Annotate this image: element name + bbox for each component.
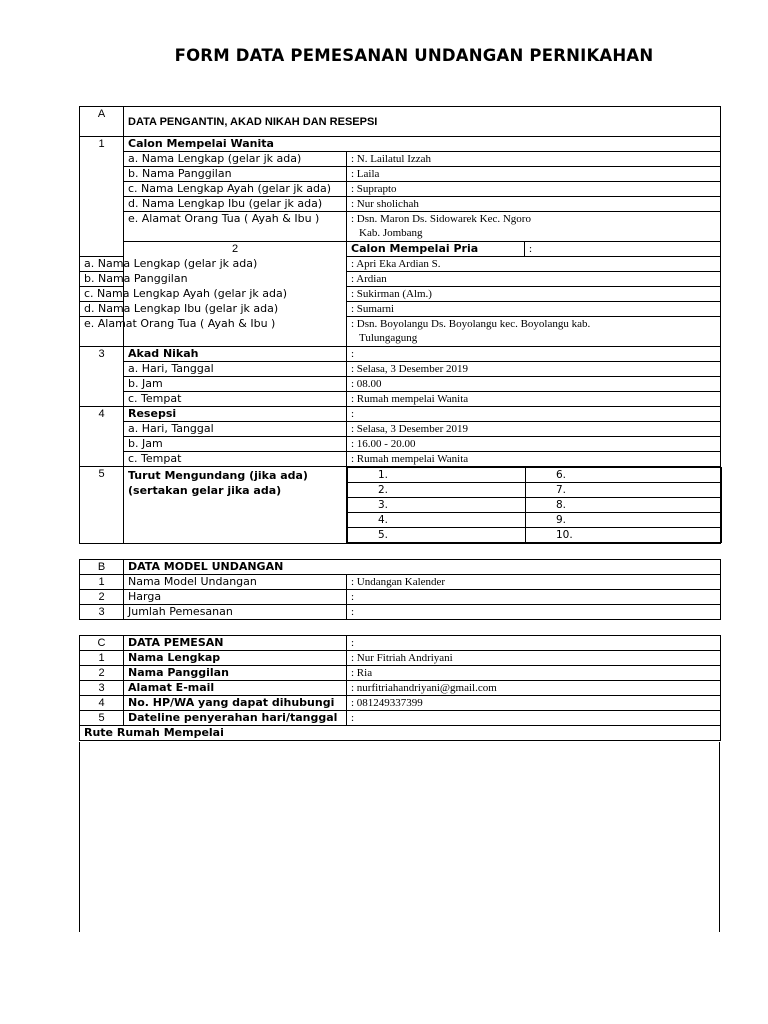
wanita-nama-ibu-label: d. Nama Lengkap Ibu (gelar jk ada) bbox=[124, 197, 347, 212]
turut-title: Turut Mengundang (jika ada) bbox=[128, 469, 308, 482]
resepsi-tempat-value[interactable]: : Rumah mempelai Wanita bbox=[347, 452, 721, 467]
pria-title: Calon Mempelai Pria bbox=[347, 242, 525, 257]
resepsi-jam-label: b. Jam bbox=[124, 437, 347, 452]
turut-item[interactable]: 7. bbox=[526, 483, 722, 498]
turut-item[interactable]: 10. bbox=[526, 528, 722, 543]
pria-nama-ayah-value[interactable]: : Sukirman (Alm.) bbox=[347, 287, 721, 302]
harga-value[interactable]: : bbox=[347, 590, 721, 605]
resepsi-jam-value[interactable]: : 16.00 - 20.00 bbox=[347, 437, 721, 452]
turut-number: 5 bbox=[80, 467, 124, 544]
wanita-nama-lengkap-label: a. Nama Lengkap (gelar jk ada) bbox=[124, 152, 347, 167]
pria-title-value: : bbox=[525, 242, 721, 257]
wanita-nama-ibu-value[interactable]: : Nur sholichah bbox=[347, 197, 721, 212]
pemesan-nama-value[interactable]: : Nur Fitriah Andriyani bbox=[347, 651, 721, 666]
model-label: Nama Model Undangan bbox=[124, 575, 347, 590]
pemesan-panggilan-value[interactable]: : Ria bbox=[347, 666, 721, 681]
pemesan-nama-label: Nama Lengkap bbox=[124, 651, 347, 666]
akad-number: 3 bbox=[80, 347, 124, 407]
pria-alamat-label: e. Alamat Orang Tua ( Ayah & Ibu ) bbox=[80, 317, 124, 347]
wanita-title: Calon Mempelai Wanita bbox=[124, 137, 721, 152]
pria-nama-panggilan-label: b. Nama Panggilan bbox=[80, 272, 124, 287]
pria-nama-ayah-label: c. Nama Lengkap Ayah (gelar jk ada) bbox=[80, 287, 124, 302]
wanita-nama-ayah-value[interactable]: : Suprapto bbox=[347, 182, 721, 197]
pria-nama-ibu-label: d. Nama Lengkap Ibu (gelar jk ada) bbox=[80, 302, 124, 317]
section-c-table bbox=[79, 635, 721, 741]
pria-nama-lengkap-label: a. Nama Lengkap (gelar jk ada) bbox=[80, 257, 124, 272]
jumlah-label: Jumlah Pemesanan bbox=[124, 605, 347, 620]
wanita-alamat-line2: Kab. Jombang bbox=[359, 227, 423, 239]
akad-jam-value[interactable]: : 08.00 bbox=[347, 377, 721, 392]
pemesan-hp-value[interactable]: : 081249337399 bbox=[347, 696, 721, 711]
pemesan-email-number: 3 bbox=[80, 681, 124, 696]
turut-item[interactable]: 1. bbox=[348, 468, 526, 483]
model-value[interactable]: : Undangan Kalender bbox=[347, 575, 721, 590]
turut-list-cell bbox=[347, 467, 721, 544]
pemesan-hp-label: No. HP/WA yang dapat dihubungi bbox=[124, 696, 347, 711]
section-c-heading: DATA PEMESAN bbox=[124, 636, 347, 651]
resepsi-hari-value[interactable]: : Selasa, 3 Desember 2019 bbox=[347, 422, 721, 437]
section-b-table bbox=[79, 559, 721, 620]
section-b-heading: DATA MODEL UNDANGAN bbox=[124, 560, 721, 575]
pemesan-panggilan-number: 2 bbox=[80, 666, 124, 681]
turut-item[interactable]: 3. bbox=[348, 498, 526, 513]
pemesan-nama-number: 1 bbox=[80, 651, 124, 666]
section-b-code: B bbox=[80, 560, 124, 575]
wanita-number: 1 bbox=[80, 137, 124, 257]
form-title: FORM DATA PEMESANAN UNDANGAN PERNIKAHAN bbox=[174, 46, 654, 65]
resepsi-title-value: : bbox=[347, 407, 721, 422]
turut-item[interactable]: 4. bbox=[348, 513, 526, 528]
akad-tempat-value[interactable]: : Rumah mempelai Wanita bbox=[347, 392, 721, 407]
section-c-code: C bbox=[80, 636, 124, 651]
turut-item[interactable]: 2. bbox=[348, 483, 526, 498]
pemesan-panggilan-label: Nama Panggilan bbox=[124, 666, 347, 681]
resepsi-number: 4 bbox=[80, 407, 124, 467]
wanita-alamat-line1: : Dsn. Maron Ds. Sidowarek Kec. Ngoro bbox=[351, 213, 531, 225]
wanita-nama-panggilan-value[interactable]: : Laila bbox=[347, 167, 721, 182]
pria-alamat-line1: : Dsn. Boyolangu Ds. Boyolangu kec. Boyolangu kab. bbox=[351, 318, 591, 330]
pemesan-dateline-value[interactable]: : bbox=[347, 711, 721, 726]
section-a-code: A bbox=[80, 107, 124, 137]
section-c-heading-value: : bbox=[347, 636, 721, 651]
pria-alamat-value[interactable] bbox=[347, 317, 721, 347]
pemesan-hp-number: 4 bbox=[80, 696, 124, 711]
section-a-table bbox=[79, 106, 721, 544]
jumlah-value[interactable]: : bbox=[347, 605, 721, 620]
turut-item[interactable]: 9. bbox=[526, 513, 722, 528]
turut-item[interactable]: 6. bbox=[526, 468, 722, 483]
akad-title: Akad Nikah bbox=[124, 347, 347, 362]
model-number: 1 bbox=[80, 575, 124, 590]
harga-number: 2 bbox=[80, 590, 124, 605]
pria-nama-ibu-value[interactable]: : Sumarni bbox=[347, 302, 721, 317]
turut-title-cell bbox=[124, 467, 347, 544]
akad-jam-label: b. Jam bbox=[124, 377, 347, 392]
route-label: Rute Rumah Mempelai bbox=[80, 726, 721, 741]
section-a-heading: DATA PENGANTIN, AKAD NIKAH DAN RESEPSI bbox=[124, 107, 721, 137]
pemesan-dateline-number: 5 bbox=[80, 711, 124, 726]
resepsi-tempat-label: c. Tempat bbox=[124, 452, 347, 467]
wanita-nama-ayah-label: c. Nama Lengkap Ayah (gelar jk ada) bbox=[124, 182, 347, 197]
harga-label: Harga bbox=[124, 590, 347, 605]
route-area[interactable] bbox=[79, 742, 720, 932]
akad-hari-value[interactable]: : Selasa, 3 Desember 2019 bbox=[347, 362, 721, 377]
turut-item[interactable]: 5. bbox=[348, 528, 526, 543]
wanita-nama-lengkap-value[interactable]: : N. Lailatul Izzah bbox=[347, 152, 721, 167]
pemesan-email-label: Alamat E-mail bbox=[124, 681, 347, 696]
wanita-alamat-value[interactable] bbox=[347, 212, 721, 242]
turut-item[interactable]: 8. bbox=[526, 498, 722, 513]
akad-tempat-label: c. Tempat bbox=[124, 392, 347, 407]
wanita-nama-panggilan-label: b. Nama Panggilan bbox=[124, 167, 347, 182]
wanita-alamat-label: e. Alamat Orang Tua ( Ayah & Ibu ) bbox=[124, 212, 347, 242]
pemesan-dateline-label: Dateline penyerahan hari/tanggal bbox=[124, 711, 347, 726]
pria-nama-panggilan-value[interactable]: : Ardian bbox=[347, 272, 721, 287]
pria-number: 2 bbox=[124, 242, 347, 347]
jumlah-number: 3 bbox=[80, 605, 124, 620]
pemesan-email-value[interactable]: : nurfitriahandriyani@gmail.com bbox=[347, 681, 721, 696]
akad-hari-label: a. Hari, Tanggal bbox=[124, 362, 347, 377]
pria-nama-lengkap-value[interactable]: : Apri Eka Ardian S. bbox=[347, 257, 721, 272]
turut-subtitle: (sertakan gelar jika ada) bbox=[128, 484, 282, 497]
resepsi-title: Resepsi bbox=[124, 407, 347, 422]
turut-list bbox=[347, 467, 722, 543]
resepsi-hari-label: a. Hari, Tanggal bbox=[124, 422, 347, 437]
akad-title-value: : bbox=[347, 347, 721, 362]
pria-alamat-line2: Tulungagung bbox=[359, 332, 418, 344]
